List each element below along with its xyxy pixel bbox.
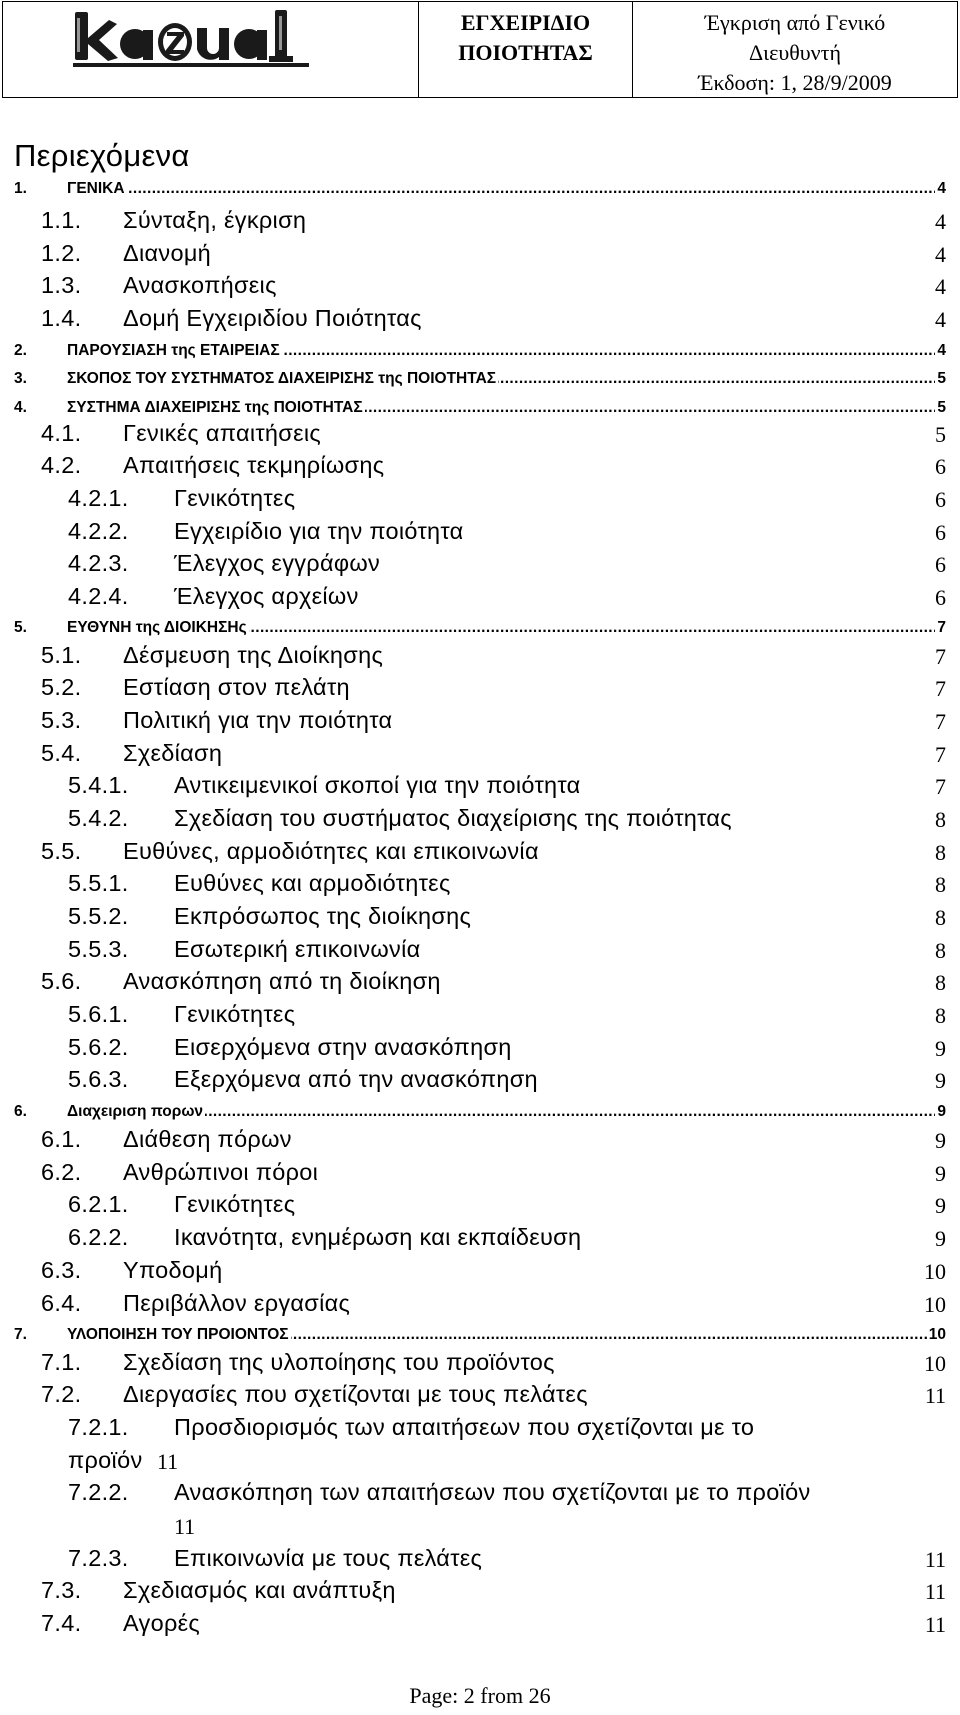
toc-entry-text: Ανασκόπηση των απαιτήσεων που σχετίζονται με το προϊόν bbox=[174, 1479, 811, 1505]
toc-entry-number: 5.4. bbox=[41, 740, 82, 766]
toc-entry-text: Εστίαση στον πελάτη bbox=[123, 674, 350, 700]
toc-entry-7[interactable] bbox=[0, 1320, 960, 1350]
toc-entry-text: ΣΥΣΤΗΜΑ ΔΙΑΧΕΙΡΙΣΗΣ της ΠΟΙΟΤΗΤΑΣ bbox=[67, 399, 363, 416]
toc-entry-number: 6. bbox=[14, 1103, 27, 1120]
toc-entry-6-2-1[interactable] bbox=[0, 1191, 960, 1221]
toc-entry-page: 10 bbox=[924, 1351, 946, 1376]
toc-entry-page: 9 bbox=[935, 1193, 946, 1218]
toc-entry-text: Σχεδιασμός και ανάπτυξη bbox=[123, 1577, 396, 1603]
toc-entry-text: Δέσμευση της Διοίκησης bbox=[123, 642, 384, 668]
toc-entry-page: 6 bbox=[935, 487, 946, 512]
toc-entry-text: ΥΛΟΠΟΙΗΣΗ ΤΟΥ ΠΡΟΙΟΝΤΟΣ bbox=[67, 1326, 289, 1343]
toc-entry-page: 8 bbox=[935, 905, 946, 930]
toc-entry-text: Δομή Εγχειριδίου Ποιότητας bbox=[123, 305, 422, 331]
toc-entry-page: 4 bbox=[937, 180, 946, 197]
toc-entry-1[interactable] bbox=[0, 174, 960, 204]
manual-title-line1: ΕΓΧΕΙΡΙΔΙΟ bbox=[460, 10, 591, 35]
toc-entry-1-2[interactable] bbox=[0, 240, 960, 270]
toc-entry-7-2-2[interactable] bbox=[0, 1479, 960, 1509]
toc-entry-text: Εσωτερική επικοινωνία bbox=[174, 936, 421, 962]
toc-entry-5-6-3[interactable] bbox=[0, 1066, 960, 1096]
toc-entry-number: 1. bbox=[14, 180, 27, 197]
toc-entry-5-5-3[interactable] bbox=[0, 936, 960, 966]
toc-entry-page: 4 bbox=[935, 307, 946, 332]
toc-entry-number: 4.1. bbox=[41, 420, 82, 446]
toc-entry-5-5-2[interactable] bbox=[0, 903, 960, 933]
toc-entry-number: 1.1. bbox=[41, 207, 82, 233]
toc-entry-page: 9 bbox=[935, 1036, 946, 1061]
toc-entry-page: 9 bbox=[935, 1068, 946, 1093]
toc-entry-7-1[interactable] bbox=[0, 1349, 960, 1379]
toc-entry-4-2-3[interactable] bbox=[0, 550, 960, 580]
toc-entry-number: 4.2.1. bbox=[68, 485, 129, 511]
toc-entry-6-2[interactable] bbox=[0, 1159, 960, 1189]
manual-title-cell bbox=[419, 2, 633, 97]
toc-entry-page: 4 bbox=[935, 209, 946, 234]
toc-entry-number: 5.6.1. bbox=[68, 1001, 129, 1027]
approval-line2: Διευθυντή bbox=[749, 40, 841, 65]
toc-entry-page: 7 bbox=[937, 619, 946, 636]
toc-entry-page: 5 bbox=[935, 422, 946, 447]
logo-wordmark: kazual bbox=[135, 49, 138, 50]
toc-entry-4-2[interactable] bbox=[0, 452, 960, 482]
toc-entry-number: 5.5.2. bbox=[68, 903, 129, 929]
toc-entry-number: 1.3. bbox=[41, 272, 82, 298]
toc-entry-text: Εγχειρίδιο για την ποιότητα bbox=[174, 518, 464, 544]
toc-entry-6-4[interactable] bbox=[0, 1290, 960, 1320]
toc-entry-number: 5.2. bbox=[41, 674, 82, 700]
toc-entry-number: 5.5. bbox=[41, 838, 82, 864]
toc-entry-number: 5.4.2. bbox=[68, 805, 129, 831]
logo-cell bbox=[3, 2, 419, 97]
toc-entry-page: 11 bbox=[157, 1449, 179, 1474]
toc-entry-number: 7.2.2. bbox=[68, 1479, 129, 1505]
toc-entry-page: 7 bbox=[935, 774, 946, 799]
toc-entry-4-2-2[interactable] bbox=[0, 518, 960, 548]
toc-entry-5-4-2[interactable] bbox=[0, 805, 960, 835]
toc-entry-text: Σχεδίαση της υλοποίησης του προϊόντος bbox=[123, 1349, 555, 1375]
toc-entry-5-6[interactable] bbox=[0, 968, 960, 998]
toc-entry-page: 10 bbox=[924, 1292, 946, 1317]
toc-entry-text: ΓΕΝΙΚΑ bbox=[67, 180, 125, 197]
toc-entry-number: 2. bbox=[14, 342, 27, 359]
toc-entry-page: 6 bbox=[935, 454, 946, 479]
toc-entry-page: 9 bbox=[935, 1226, 946, 1251]
toc-entry-page: 8 bbox=[935, 807, 946, 832]
toc-entry-text: Επικοινωνία με τους πελάτες bbox=[174, 1545, 483, 1571]
kazual-logo bbox=[71, 8, 321, 70]
toc-entry-1-4[interactable] bbox=[0, 305, 960, 335]
toc-entry-page: 4 bbox=[935, 242, 946, 267]
toc-entry-page: 8 bbox=[935, 938, 946, 963]
toc-entry-text: ΣΚΟΠΟΣ ΤΟΥ ΣΥΣΤΗΜΑΤΟΣ ΔΙΑΧΕΙΡΙΣΗΣ της ΠΟΙΟΤΗΤΑΣ bbox=[67, 370, 497, 387]
toc-entry-5-4-1[interactable] bbox=[0, 772, 960, 802]
toc-entry-5-5[interactable] bbox=[0, 838, 960, 868]
toc-entry-text: Ευθύνες και αρμοδιότητες bbox=[174, 870, 451, 896]
toc-entry-number: 6.2.1. bbox=[68, 1191, 129, 1217]
toc-entry-number: 5.5.3. bbox=[68, 936, 129, 962]
toc-entry-page: 10 bbox=[928, 1326, 946, 1343]
toc-entry-number: 5.6.2. bbox=[68, 1034, 129, 1060]
toc-entry-text: Διεργασίες που σχετίζονται με τους πελάτες bbox=[123, 1381, 588, 1407]
toc-entry-5-2[interactable] bbox=[0, 674, 960, 704]
toc-entry-text: Διανομή bbox=[123, 240, 212, 266]
toc-entry-5[interactable] bbox=[0, 613, 960, 643]
dot-leader bbox=[67, 180, 946, 198]
page-footer: Page: 2 from 26 bbox=[409, 1683, 551, 1708]
toc-entry-text: Σύνταξη, έγκριση bbox=[123, 207, 307, 233]
toc-entry-page: 4 bbox=[937, 342, 946, 359]
toc-entry-page: 8 bbox=[935, 872, 946, 897]
toc-entry-number: 4.2. bbox=[41, 452, 82, 478]
toc-entry-number: 3. bbox=[14, 370, 27, 387]
toc-entry-number: 7.2.1. bbox=[68, 1414, 129, 1440]
toc-entry-number: 7. bbox=[14, 1326, 27, 1343]
toc-entry-page: 8 bbox=[935, 1003, 946, 1028]
toc-entry-page: 9 bbox=[937, 1103, 946, 1120]
toc-entry-4[interactable] bbox=[0, 393, 960, 423]
toc-entry-number: 4. bbox=[14, 399, 27, 416]
toc-entry-text-continued: προϊόν bbox=[68, 1447, 143, 1473]
toc-entry-number: 7.1. bbox=[41, 1349, 82, 1375]
toc-entry-page: 5 bbox=[937, 399, 946, 416]
toc-entry-5-6-2[interactable] bbox=[0, 1034, 960, 1064]
toc-entry-text: Προσδιορισμός των απαιτήσεων που σχετίζονται με το bbox=[174, 1414, 755, 1440]
toc-entry-number: 5. bbox=[14, 619, 27, 636]
toc-entry-6[interactable] bbox=[0, 1097, 960, 1127]
toc-entry-text: Περιβάλλον εργασίας bbox=[123, 1290, 351, 1316]
toc-entry-4-2-1[interactable] bbox=[0, 485, 960, 515]
toc-entry-text: Ανασκοπήσεις bbox=[123, 272, 277, 298]
toc-entry-page: 7 bbox=[935, 644, 946, 669]
toc-entry-number: 6.2.2. bbox=[68, 1224, 129, 1250]
document-header bbox=[2, 1, 958, 98]
toc-entry-number: 5.6.3. bbox=[68, 1066, 129, 1092]
toc-entry-text: Απαιτήσεις τεκμηρίωσης bbox=[123, 452, 385, 478]
toc-entry-text: Γενικές απαιτήσεις bbox=[123, 420, 322, 446]
toc-entry-7-3[interactable] bbox=[0, 1577, 960, 1607]
toc-entry-text: Εκπρόσωπος της διοίκησης bbox=[174, 903, 472, 929]
toc-entry-3[interactable] bbox=[0, 364, 960, 394]
toc-entry-number: 4.2.4. bbox=[68, 583, 129, 609]
toc-entry-4-2-4[interactable] bbox=[0, 583, 960, 613]
toc-entry-page: 7 bbox=[935, 742, 946, 767]
toc-entry-text: Διαχειριση πορων bbox=[67, 1103, 204, 1120]
toc-entry-page: 6 bbox=[935, 552, 946, 577]
toc-entry-number: 5.6. bbox=[41, 968, 82, 994]
toc-entry-text: Εισερχόμενα στην ανασκόπηση bbox=[174, 1034, 512, 1060]
toc-entry-7-2-1[interactable] bbox=[0, 1414, 960, 1444]
toc-entry-text: Διάθεση πόρων bbox=[123, 1126, 292, 1152]
toc-entry-text: Πολιτική για την ποιότητα bbox=[123, 707, 393, 733]
toc-entry-text: Έλεγχος εγγράφων bbox=[174, 550, 381, 576]
toc-entry-number: 5.5.1. bbox=[68, 870, 129, 896]
toc-entry-text: Γενικότητες bbox=[174, 1191, 296, 1217]
toc-entry-number: 1.2. bbox=[41, 240, 82, 266]
toc-entry-text: Ικανότητα, ενημέρωση και εκπαίδευση bbox=[174, 1224, 582, 1250]
toc-entry-text: Εξερχόμενα από την ανασκόπηση bbox=[174, 1066, 538, 1092]
toc-entry-text: Έλεγχος αρχείων bbox=[174, 583, 359, 609]
toc-entry-1-3[interactable] bbox=[0, 272, 960, 302]
toc-entry-text: Υποδομή bbox=[123, 1257, 223, 1283]
toc-entry-page: 4 bbox=[935, 274, 946, 299]
toc-entry-number: 4.2.3. bbox=[68, 550, 129, 576]
toc-entry-6-3[interactable] bbox=[0, 1257, 960, 1287]
toc-entry-7-4[interactable] bbox=[0, 1610, 960, 1640]
toc-entry-text: Ανασκόπηση από τη διοίκηση bbox=[123, 968, 441, 994]
toc-entry-page: 5 bbox=[937, 370, 946, 387]
edition-label: Έκδοση: 1, 28/9/2009 bbox=[698, 70, 892, 95]
toc-entry-4-1[interactable] bbox=[0, 420, 960, 450]
toc-entry-2[interactable] bbox=[0, 336, 960, 366]
toc-entry-number: 6.4. bbox=[41, 1290, 82, 1316]
toc-entry-text: Γενικότητες bbox=[174, 485, 296, 511]
toc-entry-text: Αντικειμενικοί σκοποί για την ποιότητα bbox=[174, 772, 581, 798]
toc-entry-text: Σχεδίαση του συστήματος διαχείρισης της ποιότητας bbox=[174, 805, 732, 831]
toc-entry-page: 7 bbox=[935, 709, 946, 734]
toc-entry-page: 9 bbox=[935, 1161, 946, 1186]
toc-entry-page: 8 bbox=[935, 970, 946, 995]
toc-entry-page: 8 bbox=[935, 840, 946, 865]
toc-entry-number: 5.1. bbox=[41, 642, 82, 668]
toc-entry-page: 11 bbox=[924, 1383, 946, 1408]
toc-entry-5-5-1[interactable] bbox=[0, 870, 960, 900]
toc-entry-number: 7.2.3. bbox=[68, 1545, 129, 1571]
manual-title-line2: ΠΟΙΟΤΗΤΑΣ bbox=[458, 40, 593, 65]
toc-entry-text: Αγορές bbox=[123, 1610, 201, 1636]
toc-entry-text: Ευθύνες, αρμοδιότητες και επικοινωνία bbox=[123, 838, 539, 864]
toc-entry-page: 11 bbox=[174, 1514, 196, 1539]
toc-entry-7-2[interactable] bbox=[0, 1381, 960, 1411]
toc-entry-page: 11 bbox=[924, 1579, 946, 1604]
toc-entry-number: 7.4. bbox=[41, 1610, 82, 1636]
toc-entry-page: 11 bbox=[924, 1612, 946, 1637]
toc-entry-number: 5.4.1. bbox=[68, 772, 129, 798]
toc-entry-page: 6 bbox=[935, 520, 946, 545]
toc-entry-page: 9 bbox=[935, 1128, 946, 1153]
toc-entry-6-2-2[interactable] bbox=[0, 1224, 960, 1254]
toc-entry-number: 6.2. bbox=[41, 1159, 82, 1185]
toc-entry-number: 7.3. bbox=[41, 1577, 82, 1603]
toc-entry-number: 6.1. bbox=[41, 1126, 82, 1152]
toc-entry-page: 11 bbox=[924, 1547, 946, 1572]
toc-entry-text: ΠΑΡΟΥΣΙΑΣΗ της ΕΤΑΙΡΕΙΑΣ bbox=[67, 342, 280, 359]
toc-entry-5-1[interactable] bbox=[0, 642, 960, 672]
toc-entry-5-6-1[interactable] bbox=[0, 1001, 960, 1031]
toc-entry-page: 10 bbox=[924, 1259, 946, 1284]
toc-entry-number: 4.2.2. bbox=[68, 518, 129, 544]
toc-entry-6-1[interactable] bbox=[0, 1126, 960, 1156]
approval-line1: Έγκριση από Γενικό bbox=[704, 10, 886, 35]
toc-entry-1-1[interactable] bbox=[0, 207, 960, 237]
approval-cell bbox=[633, 2, 957, 97]
toc-entry-text: Γενικότητες bbox=[174, 1001, 296, 1027]
toc-entry-text: Σχεδίαση bbox=[123, 740, 223, 766]
toc-entry-number: 7.2. bbox=[41, 1381, 82, 1407]
toc-title: Περιεχόμενα bbox=[14, 138, 190, 173]
toc-entry-7-2-3[interactable] bbox=[0, 1545, 960, 1575]
toc-entry-5-3[interactable] bbox=[0, 707, 960, 737]
toc-entry-text: ΕΥΘΥΝΗ της ΔΙΟΙΚΗΣΗς bbox=[67, 619, 247, 636]
toc-entry-number: 1.4. bbox=[41, 305, 82, 331]
toc-entry-page: 7 bbox=[935, 676, 946, 701]
toc-entry-number: 6.3. bbox=[41, 1257, 82, 1283]
toc-entry-page: 6 bbox=[935, 585, 946, 610]
toc-entry-number: 5.3. bbox=[41, 707, 82, 733]
toc-entry-5-4[interactable] bbox=[0, 740, 960, 770]
toc-entry-text: Ανθρώπινοι πόροι bbox=[123, 1159, 319, 1185]
